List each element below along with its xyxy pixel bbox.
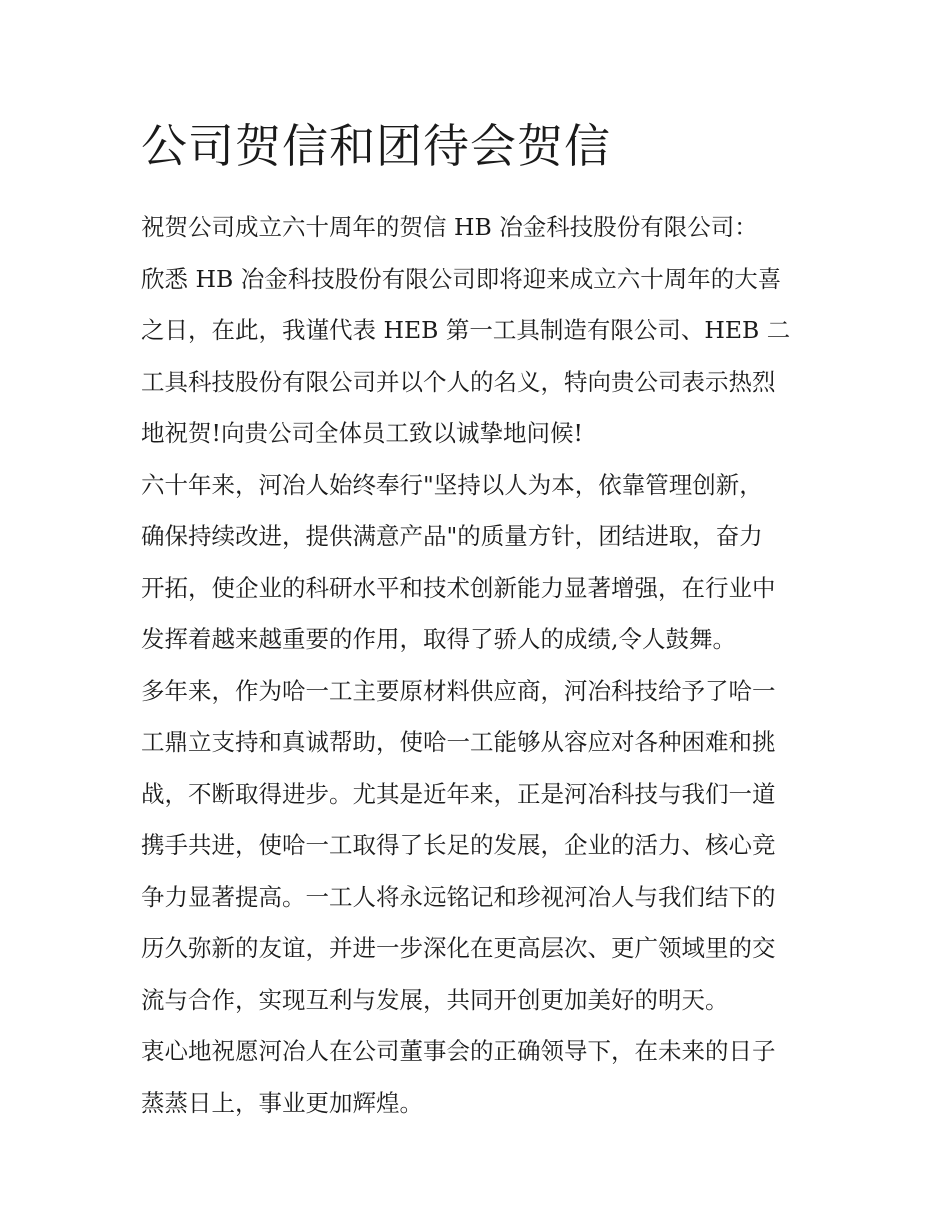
paragraph-line: 流与合作，实现互利与发展，共同开创更加美好的明天。 bbox=[141, 985, 729, 1014]
paragraph-line: 工鼎立支持和真诚帮助，使哈一工能够从容应对各种困难和挑 bbox=[141, 728, 776, 756]
paragraph-partnership bbox=[141, 666, 813, 1027]
paragraph-line: 工具科技股份有限公司并以个人的名义，特向贵公司表示热烈 bbox=[141, 367, 776, 396]
document-page bbox=[141, 112, 813, 1129]
paragraph-line: 地祝贺!向贵公司全体员工致以诚挚地问候! bbox=[141, 419, 583, 447]
paragraph-line: 携手共进，使哈一工取得了长足的发展，企业的活力、核心竞 bbox=[141, 831, 776, 859]
document-title: 公司贺信和团待会贺信 bbox=[141, 119, 611, 173]
paragraph-line: 之日，在此，我谨代表 HEB 第一工具制造有限公司、HEB 二 bbox=[141, 316, 791, 344]
paragraph-line: 历久弥新的友谊，并进一步深化在更高层次、更广领域里的交 bbox=[141, 934, 776, 962]
paragraph-line: 发挥着越来越重要的作用，取得了骄人的成绩,令人鼓舞。 bbox=[141, 625, 736, 653]
paragraph-line: 祝贺公司成立六十周年的贺信 HB 冶金科技股份有限公司： bbox=[141, 213, 758, 241]
paragraph-line: 六十年来，河冶人始终奉行"坚持以人为本，依靠管理创新， bbox=[141, 470, 763, 499]
paragraph-line: 衷心地祝愿河冶人在公司董事会的正确领导下，在未来的日子 bbox=[141, 1037, 776, 1065]
paragraph-sixty-years bbox=[141, 460, 813, 666]
paragraph-line: 战，不断取得进步。尤其是近年来，正是河冶科技与我们一道 bbox=[141, 779, 776, 808]
paragraph-line: 争力显著提高。一工人将永远铭记和珍视河冶人与我们结下的 bbox=[141, 882, 776, 911]
paragraph-closing-wishes bbox=[141, 1026, 813, 1129]
paragraph-line: 蒸蒸日上，事业更加辉煌。 bbox=[141, 1088, 423, 1117]
paragraph-line: 多年来，作为哈一工主要原材料供应商，河冶科技给予了哈一 bbox=[141, 676, 776, 705]
paragraph-congratulations bbox=[141, 254, 813, 460]
paragraph-greeting bbox=[141, 202, 813, 254]
paragraph-line: 确保持续改进，提供满意产品"的质量方针，团结进取，奋力 bbox=[141, 522, 763, 550]
paragraph-line: 欣悉 HB 冶金科技股份有限公司即将迎来成立六十周年的大喜 bbox=[141, 264, 782, 293]
paragraph-line: 开拓，使企业的科研水平和技术创新能力显著增强，在行业中 bbox=[141, 573, 776, 602]
